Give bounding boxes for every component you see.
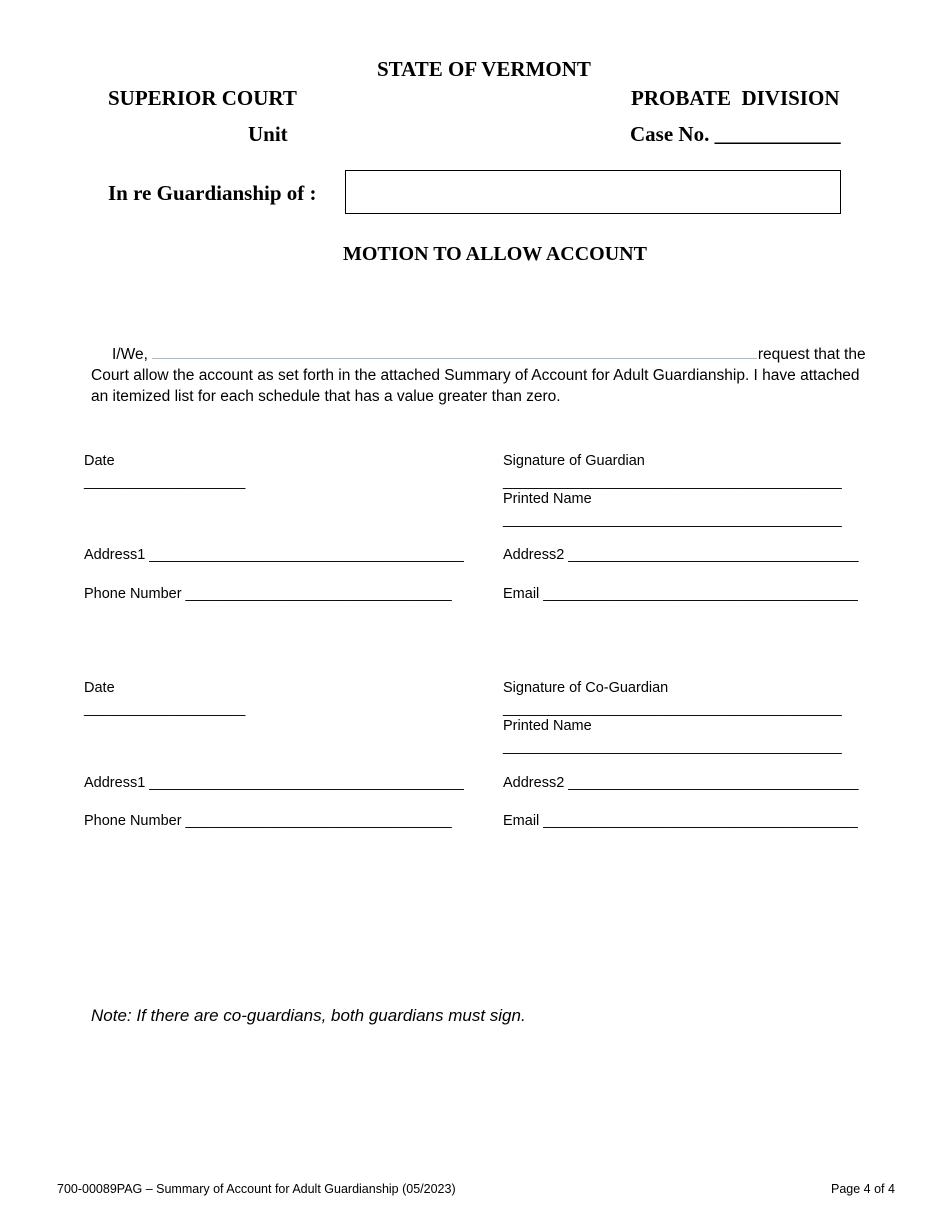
address2-field[interactable]: Address2 ____________________________________ [503,775,859,791]
request-suffix: request that the [757,346,866,363]
address1-field[interactable]: Address1 _______________________________________ [84,775,464,791]
printed-name-field[interactable]: __________________________________________ [503,739,842,755]
phone-field[interactable]: Phone Number _________________________________ [84,586,452,602]
printed-name-label: Printed Name [503,491,592,507]
phone-field[interactable]: Phone Number _________________________________ [84,813,452,829]
request-line-3: an itemized list for each schedule that has a value greater than zero. [91,388,561,405]
request-paragraph [91,344,891,407]
guardian-signature-field[interactable]: __________________________________________ [503,474,842,490]
form-title: MOTION TO ALLOW ACCOUNT [343,243,647,265]
coguardian-signature-field[interactable]: __________________________________________ [503,701,842,717]
court-name: SUPERIOR COURT [108,86,297,110]
date-field[interactable]: ____________________ [84,474,246,490]
co-guardian-note: Note: If there are co-guardians, both guardians must sign. [91,1006,526,1025]
date-label: Date [84,453,115,469]
email-field[interactable]: Email _______________________________________ [503,813,858,829]
unit-label: Unit [248,122,288,146]
ward-name-input[interactable] [345,170,841,214]
address2-field[interactable]: Address2 ____________________________________ [503,547,859,563]
guardianship-label: In re Guardianship of : [108,181,317,205]
date-label: Date [84,680,115,696]
request-prefix: I/We, [112,346,148,363]
address1-field[interactable]: Address1 _______________________________________ [84,547,464,563]
requester-name-input[interactable] [152,344,757,359]
coguardian-signature-label: Signature of Co-Guardian [503,680,669,696]
state-title: STATE OF VERMONT [377,57,591,81]
case-number-field[interactable]: Case No. ____________ [630,122,841,146]
email-field[interactable]: Email _______________________________________ [503,586,858,602]
request-line-2: Court allow the account as set forth in the attached Summary of Account for Adult Guardianship. I have attached [91,367,860,384]
date-field[interactable]: ____________________ [84,701,246,717]
printed-name-label: Printed Name [503,718,592,734]
printed-name-field[interactable]: __________________________________________ [503,512,842,528]
guardian-signature-label: Signature of Guardian [503,453,645,469]
division-name: PROBATE DIVISION [631,86,840,110]
footer-page-number: Page 4 of 4 [831,1182,895,1196]
footer-form-id: 700-00089PAG – Summary of Account for Adult Guardianship (05/2023) [57,1182,456,1196]
